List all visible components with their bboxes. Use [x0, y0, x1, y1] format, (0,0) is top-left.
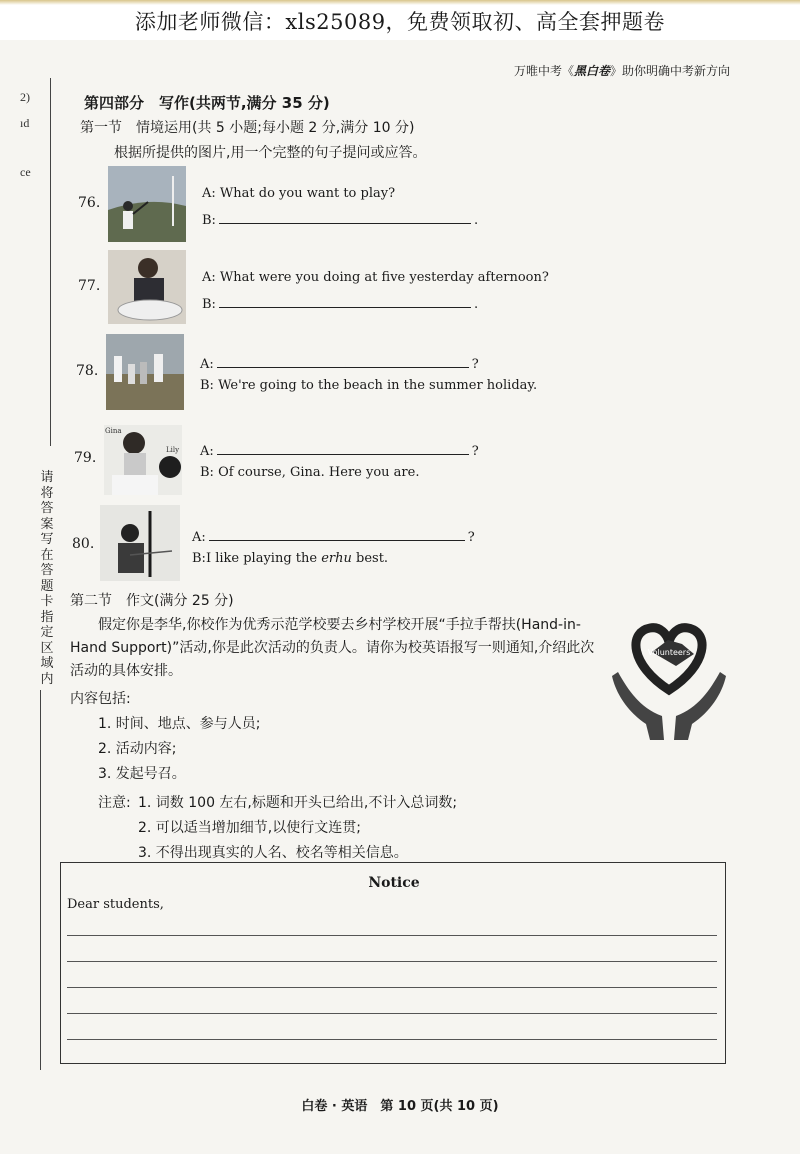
dialogue-b [200, 465, 419, 480]
punctuation: . [473, 213, 479, 228]
speaker-label: B: [202, 213, 216, 228]
dialogue-b [202, 294, 478, 312]
writing-prompt: 假定你是李华,你校作为优秀示范学校要去乡村学校开展“手拉手帮扶(Hand-in-Hand Support)”活动,你是此次活动的负责人。请你为校英语报写一则通知,介绍此次活动的具体安排。 [70, 617, 595, 679]
note-item: 3. 不得出现真实的人名、校名等相关信息。 [138, 845, 408, 861]
speaker-label: A: [200, 444, 214, 459]
notice-title: Notice [368, 875, 420, 891]
dialogue-text: best. [351, 551, 389, 566]
writing-line [67, 987, 717, 988]
writing-line [67, 1039, 717, 1040]
volunteers-heart-hands-logo [610, 620, 728, 740]
photo-boy-cleaning-basin [108, 250, 186, 324]
series-tagline [514, 62, 730, 79]
tagline-suffix: 》助你明确中考新方向 [609, 64, 730, 78]
dialogue-a [200, 441, 479, 459]
margin-fragment: ıd [20, 116, 30, 130]
punctuation: ? [471, 357, 479, 372]
note-item: 2. 可以适当增加细节,以使行文连贯; [138, 820, 361, 836]
dialogue-text: We're going to the beach in the summer holiday. [218, 378, 538, 393]
punctuation: ? [471, 444, 479, 459]
section1-heading: 第一节 情境运用(共 5 小题;每小题 2 分,满分 10 分) [80, 120, 415, 136]
dialogue-text: I like playing the [205, 551, 322, 566]
answer-blank[interactable] [219, 210, 471, 224]
photo-gina-and-lily [104, 425, 182, 495]
writing-line [67, 935, 717, 936]
watermark-banner: 添加老师微信：xls25089，免费领取初、高全套押题卷 [134, 10, 666, 34]
margin-rule-upper [50, 78, 51, 446]
speaker-label: B: [200, 465, 214, 480]
dialogue-a [202, 270, 549, 285]
content-item: 2. 活动内容; [98, 741, 177, 757]
dialogue-a [200, 354, 479, 372]
margin-rule-lower [40, 690, 41, 1070]
writing-line [67, 1013, 717, 1014]
dialogue-b [200, 378, 537, 393]
section1-instruction: 根据所提供的图片,用一个完整的句子提问或应答。 [114, 145, 427, 161]
answer-blank[interactable] [217, 354, 469, 368]
writing-answer-box[interactable] [60, 862, 726, 1064]
punctuation: . [473, 297, 479, 312]
section2-heading: 第二节 作文(满分 25 分) [70, 593, 234, 609]
pic-label-gina: Gina [105, 427, 122, 435]
margin-fragment: ce [20, 165, 31, 179]
punctuation: ? [467, 530, 475, 545]
dialogue-b [202, 210, 478, 228]
speaker-label: B: [200, 378, 214, 393]
content-label: 内容包括: [70, 691, 131, 707]
margin-fragment: 2) [20, 90, 30, 104]
question-number: 79. [74, 450, 97, 466]
tagline-brand: 黑白卷 [573, 64, 610, 78]
top-banner-strip [0, 0, 800, 40]
answer-blank[interactable] [219, 294, 471, 308]
dialogue-a [202, 186, 395, 201]
answer-blank[interactable] [209, 527, 465, 541]
answer-blank[interactable] [217, 441, 469, 455]
page-footer: 白卷 · 英语 第 10 页(共 10 页) [301, 1099, 499, 1114]
dialogue-text: What were you doing at five yesterday afternoon? [219, 270, 549, 285]
dialogue-a [192, 527, 475, 545]
margin-vertical-note: 请将答案写在答题卡指定区域内 [40, 470, 54, 687]
speaker-label: A: [192, 530, 206, 545]
banner-edge [0, 0, 800, 5]
notes-label: 注意: [98, 795, 131, 811]
pic-label-lily: Lily [166, 446, 180, 454]
question-number: 78. [76, 363, 99, 379]
question-number: 77. [78, 278, 101, 294]
content-item: 3. 发起号召。 [98, 766, 186, 782]
dialogue-b [192, 551, 388, 566]
photo-girl-playing-erhu [100, 505, 180, 581]
note-item: 1. 词数 100 左右,标题和开头已给出,不计入总词数; [138, 795, 458, 811]
writing-line [67, 961, 717, 962]
tagline-prefix: 万唯中考《 [513, 64, 574, 78]
speaker-label: B: [192, 551, 206, 566]
question-number: 80. [72, 536, 95, 552]
dialogue-text: Of course, Gina. Here you are. [218, 465, 420, 480]
dialogue-text: What do you want to play? [219, 186, 396, 201]
photo-girl-with-badminton [108, 166, 186, 242]
content-item: 1. 时间、地点、参与人员; [98, 716, 261, 732]
logo-text: Volunteers [647, 648, 691, 657]
question-number: 76. [78, 195, 101, 211]
notice-greeting: Dear students, [67, 897, 164, 912]
speaker-label: B: [202, 297, 216, 312]
speaker-label: A: [202, 186, 216, 201]
dialogue-italic: erhu [321, 551, 352, 566]
speaker-label: A: [202, 270, 216, 285]
part-heading: 第四部分 写作(共两节,满分 35 分) [84, 94, 330, 112]
photo-family-on-beach [106, 334, 184, 410]
speaker-label: A: [200, 357, 214, 372]
